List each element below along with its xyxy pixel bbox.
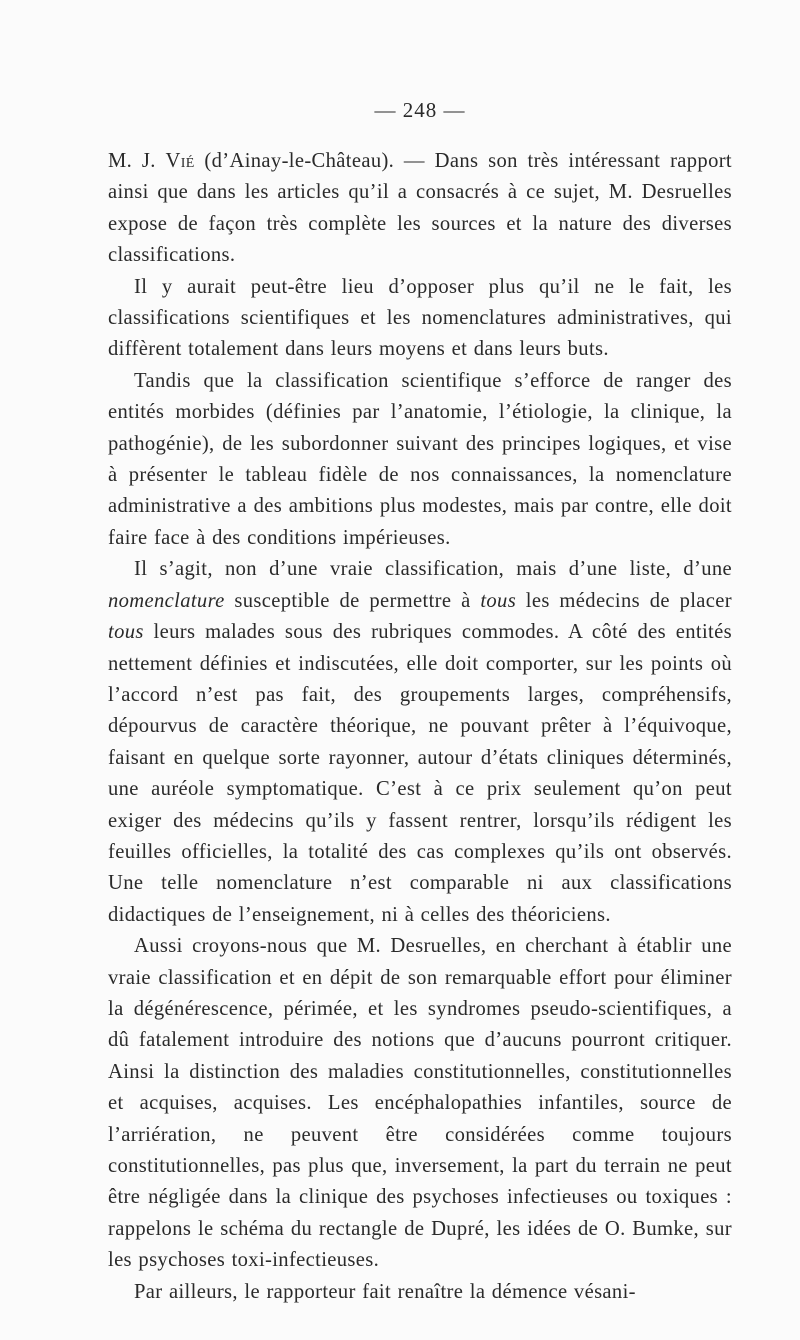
paragraph-4 [108,554,732,931]
emphasis-nomenclature: nomenclature [108,589,225,612]
document-page [108,96,732,1308]
paragraph-1-text: (d’Ainay-le-Château). — Dans son très intéressant rapport ainsi que dans les articles qu’il a consacrés à ce sujet, M. Desruelles expose de façon très complète les sources et la nature des diverses classifications. [108,150,732,267]
author-initial: M. J. [108,150,166,172]
paragraph-4-part-2: susceptible de permettre à [224,589,481,612]
paragraph-4-part-1: Il s’agit, non d’une vraie classification, mais d’une liste, d’une [134,558,732,581]
emphasis-tous-2: tous [108,621,144,644]
paragraph-5: Aussi croyons-nous que M. Desruelles, en cherchant à établir une vraie classification et en dépit de son remarquable effort pour éliminer la dégénérescence, périmée, et les syndromes pseudo-scientifiques, a dû fatalement introduire des notions que d’aucuns pourront critiquer. Ainsi la distinction des maladies constitutionnelles, constitutionnelles et acquises, acquises. Les encéphalopathies infantiles, source de l’arriération, ne peuvent être considérées comme toujours constitutionnelles, pas plus que, inversement, la part du terrain ne peut être négligée dans la clinique des psychoses infectieuses ou toxiques : rappelons le schéma du rectangle de Dupré, les idées de O. Bumke, sur les psychoses toxi-infectieuses. [108,935,732,1272]
page-number: — 248 — [374,98,466,122]
paragraph-4-part-3: les médecins de placer [516,589,732,612]
author-name: Vié [165,150,195,172]
paragraph-6: Par ailleurs, le rapporteur fait renaître la démence vésani- [134,1280,636,1303]
paragraph-1 [108,146,732,272]
emphasis-tous-1: tous [480,589,517,612]
paragraph-2: Il y aurait peut-être lieu d’opposer plus qu’il ne le fait, les classifications scientifiques et les nomenclatures administratives, qui diffèrent totalement dans leurs moyens et dans leurs buts. [108,275,732,361]
paragraph-3: Tandis que la classification scientifique s’efforce de ranger des entités morbides (définies par l’anatomie, l’étiologie, la clinique, la pathogénie), de les subordonner suivant des principes logiques, et vise à présenter le tableau fidèle de nos connaissances, la nomenclature administrative a des ambitions plus modestes, mais par contre, elle doit faire face à des conditions impérieuses. [108,369,732,549]
paragraph-4-part-4: leurs malades sous des rubriques commodes. A côté des entités nettement définies et indiscutées, elle doit comporter, sur les points où l’accord n’est pas fait, des groupements larges, compréhensifs, dépourvus de caractère théorique, ne pouvant prêter à l’équivoque, faisant en quelque sorte rayonner, autour d’états cliniques déterminés, une auréole symptomatique. C’est à ce prix seulement qu’on peut exiger des médecins qu’ils y fassent rentrer, lorsqu’ils rédigent les feuilles officielles, la totalité des cas complexes qu’ils ont observés. Une telle nomenclature n’est comparable ni aux classifications didactiques de l’enseignement, ni à celles des théoriciens. [108,621,732,926]
